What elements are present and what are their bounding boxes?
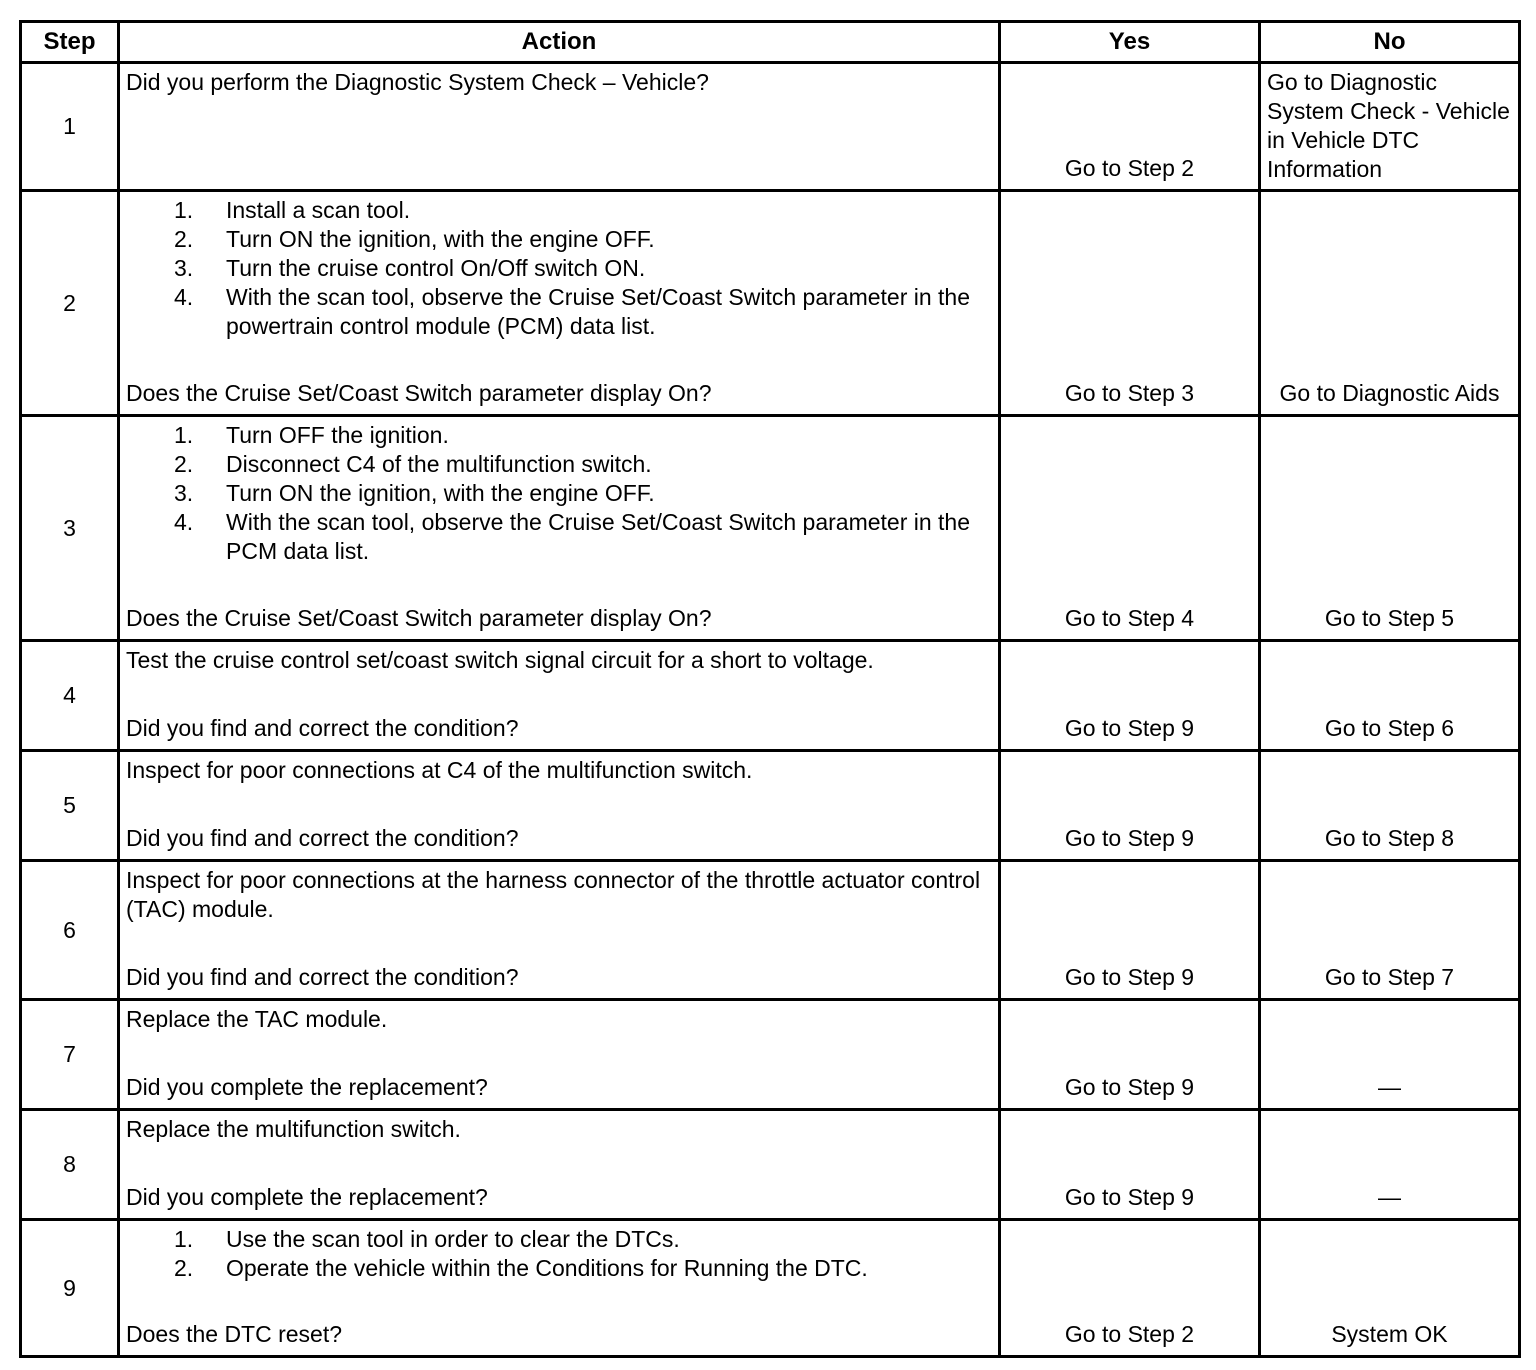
yes-link[interactable]: Go to Step 9: [1064, 1184, 1195, 1210]
list-item: 1. Turn OFF the ignition.: [174, 422, 449, 448]
step-number: 7: [21, 1000, 119, 1110]
yes-link[interactable]: Go to Step 4: [1064, 605, 1195, 631]
step-number: 6: [21, 861, 119, 1000]
action-cell: [119, 751, 1000, 861]
no-cell: [1260, 63, 1520, 191]
yes-link[interactable]: Go to Step 2: [1064, 1321, 1195, 1347]
no-cell: [1260, 861, 1520, 1000]
table-row: [21, 1110, 1520, 1220]
no-dash: —: [1378, 1184, 1401, 1210]
yes-link[interactable]: Go to Step 9: [1064, 1074, 1195, 1100]
yes-link[interactable]: Go to Step 9: [1064, 964, 1195, 990]
list-item: 3. Turn the cruise control On/Off switch ON.: [174, 255, 646, 281]
action-text: Did you perform the Diagnostic System Check – Vehicle?: [126, 69, 709, 95]
table-row: [21, 751, 1520, 861]
yes-cell: [1000, 416, 1260, 641]
list-item: 4. With the scan tool, observe the Cruise Set/Coast Switch parameter in the powertrain control module (PCM) data list.: [174, 284, 971, 339]
yes-cell: [1000, 1110, 1260, 1220]
no-cell: [1260, 1000, 1520, 1110]
action-steps: [126, 421, 992, 566]
table-row: [21, 1220, 1520, 1357]
header-step: Step: [21, 22, 119, 63]
yes-cell: [1000, 63, 1260, 191]
no-result: System OK: [1331, 1321, 1448, 1347]
no-cell: [1260, 751, 1520, 861]
no-link[interactable]: Go to Step 6: [1324, 715, 1455, 741]
action-text: Replace the multifunction switch.: [126, 1116, 461, 1142]
action-cell: [119, 641, 1000, 751]
action-question: Does the DTC reset?: [126, 1321, 343, 1347]
yes-link[interactable]: Go to Step 9: [1064, 715, 1195, 741]
no-link[interactable]: Go to Diagnostic Aids: [1279, 380, 1500, 406]
yes-link[interactable]: Go to Step 2: [1064, 155, 1195, 181]
action-text: Replace the TAC module.: [126, 1006, 388, 1032]
header-row: [21, 22, 1520, 63]
list-item: 2. Operate the vehicle within the Conditions for Running the DTC.: [174, 1255, 868, 1281]
action-cell: [119, 861, 1000, 1000]
table-row: [21, 861, 1520, 1000]
action-cell: [119, 416, 1000, 641]
step-number: 3: [21, 416, 119, 641]
diagnostic-table: [19, 20, 1521, 1358]
yes-cell: [1000, 191, 1260, 416]
step-number: 8: [21, 1110, 119, 1220]
yes-cell: [1000, 1220, 1260, 1357]
table-row: [21, 416, 1520, 641]
yes-cell: [1000, 641, 1260, 751]
no-cell: [1260, 1220, 1520, 1357]
action-question: Did you find and correct the condition?: [126, 825, 519, 851]
table-row: [21, 641, 1520, 751]
action-text: Test the cruise control set/coast switch signal circuit for a short to voltage.: [126, 647, 874, 673]
no-link[interactable]: Go to Step 7: [1324, 964, 1455, 990]
action-steps: [126, 1225, 992, 1283]
no-link[interactable]: Go to Diagnostic System Check - Vehicle in Vehicle DTC Information: [1267, 69, 1510, 182]
yes-link[interactable]: Go to Step 3: [1064, 380, 1195, 406]
no-dash: —: [1378, 1074, 1401, 1100]
action-cell: [119, 1220, 1000, 1357]
action-question: Does the Cruise Set/Coast Switch parameter display On?: [126, 380, 712, 406]
no-cell: [1260, 641, 1520, 751]
table-row: [21, 1000, 1520, 1110]
header-yes: Yes: [1000, 22, 1260, 63]
yes-link[interactable]: Go to Step 9: [1064, 825, 1195, 851]
action-question: Did you complete the replacement?: [126, 1074, 488, 1100]
yes-cell: [1000, 861, 1260, 1000]
list-item: 2. Turn ON the ignition, with the engine OFF.: [174, 226, 655, 252]
list-item: 1. Install a scan tool.: [174, 197, 411, 223]
action-question: Did you find and correct the condition?: [126, 715, 519, 741]
step-number: 2: [21, 191, 119, 416]
table-row: [21, 191, 1520, 416]
yes-cell: [1000, 1000, 1260, 1110]
list-item: 2. Disconnect C4 of the multifunction switch.: [174, 451, 652, 477]
no-link[interactable]: Go to Step 8: [1324, 825, 1455, 851]
action-cell: [119, 1000, 1000, 1110]
header-no: No: [1260, 22, 1520, 63]
yes-cell: [1000, 751, 1260, 861]
action-steps: [126, 196, 992, 341]
step-number: 9: [21, 1220, 119, 1357]
list-item: 1. Use the scan tool in order to clear the DTCs.: [174, 1226, 680, 1252]
action-cell: [119, 1110, 1000, 1220]
action-cell: [119, 63, 1000, 191]
list-item: 4. With the scan tool, observe the Cruise Set/Coast Switch parameter in the PCM data list.: [174, 509, 971, 564]
header-action: Action: [119, 22, 1000, 63]
step-number: 4: [21, 641, 119, 751]
action-text: Inspect for poor connections at C4 of the multifunction switch.: [126, 757, 753, 783]
action-question: Did you complete the replacement?: [126, 1184, 488, 1210]
step-number: 5: [21, 751, 119, 861]
step-number: 1: [21, 63, 119, 191]
action-cell: [119, 191, 1000, 416]
table-row: [21, 63, 1520, 191]
action-question: Does the Cruise Set/Coast Switch parameter display On?: [126, 605, 712, 631]
list-item: 3. Turn ON the ignition, with the engine OFF.: [174, 480, 655, 506]
action-question: Did you find and correct the condition?: [126, 964, 519, 990]
action-text: Inspect for poor connections at the harness connector of the throttle actuator control (TAC) module.: [126, 867, 981, 922]
no-link[interactable]: Go to Step 5: [1324, 605, 1455, 631]
no-cell: [1260, 416, 1520, 641]
no-cell: [1260, 191, 1520, 416]
no-cell: [1260, 1110, 1520, 1220]
